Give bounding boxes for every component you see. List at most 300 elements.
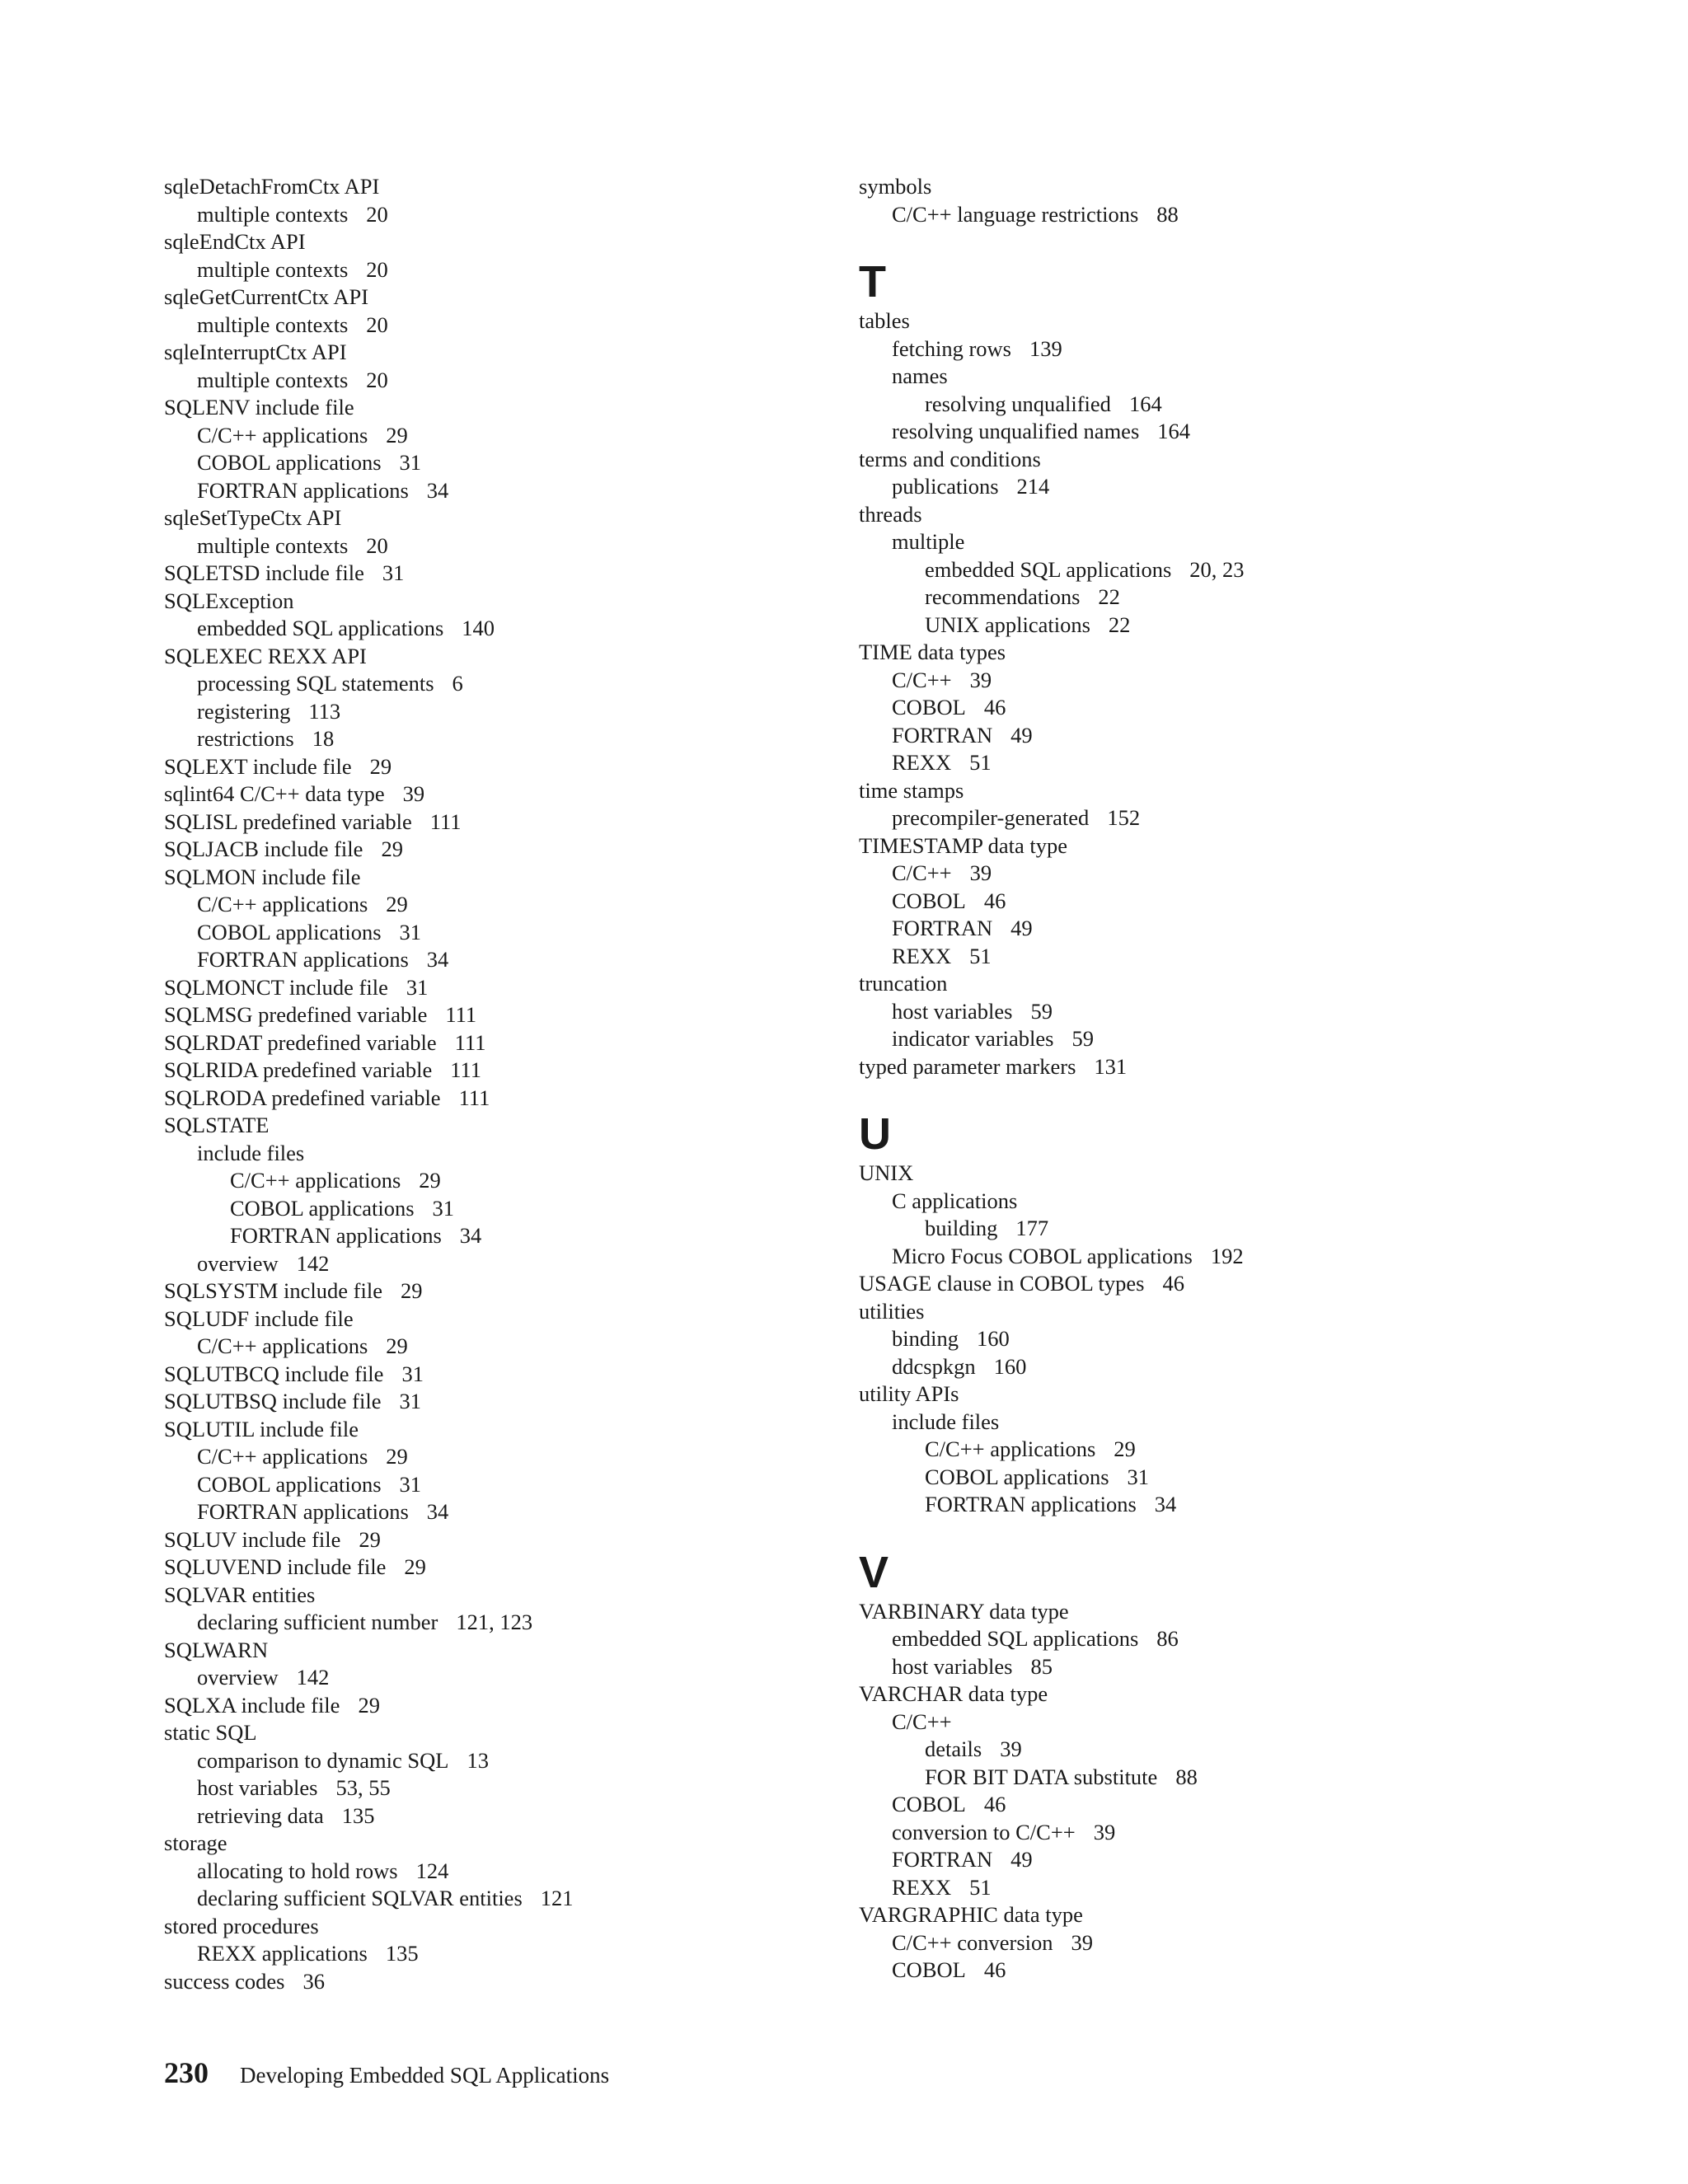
section-heading-u: U (859, 1109, 891, 1159)
index-entry (164, 1195, 823, 1223)
index-page-ref: 29 (381, 837, 403, 861)
index-page-ref: 164 (1157, 419, 1191, 443)
index-entry (164, 643, 823, 671)
index-term: host variables (892, 1653, 1013, 1679)
index-page-ref: 20 (366, 367, 388, 392)
index-page-ref: 160 (993, 1353, 1027, 1379)
index-page-ref: 88 (1156, 201, 1179, 227)
index-entry (164, 1637, 823, 1665)
index-term: C/C++ (892, 1708, 952, 1734)
index-term: precompiler-generated (892, 805, 1090, 830)
index-entry (164, 256, 823, 284)
index-term: embedded SQL applications (197, 616, 444, 640)
index-term: C/C++ conversion (892, 1929, 1053, 1955)
index-page-ref: 20, 23 (1189, 556, 1245, 582)
index-entry (859, 915, 1535, 943)
index-page-ref: 34 (1154, 1492, 1177, 1516)
index-entry (164, 891, 823, 919)
index-page-ref: 46 (983, 1957, 1006, 1982)
index-entry (859, 583, 1535, 612)
index-page-ref: 29 (369, 753, 392, 779)
index-entry (164, 946, 823, 974)
index-term: SQLETSD include file (164, 560, 364, 585)
index-term: FORTRAN applications (197, 1499, 409, 1524)
index-entry (164, 1554, 823, 1582)
index-entry (859, 1653, 1535, 1681)
index-page-ref: 29 (386, 422, 408, 448)
index-entry (859, 1408, 1535, 1436)
index-term: TIME data types (859, 640, 1006, 664)
section-heading-v: V (859, 1547, 889, 1597)
index-term: conversion to C/C++ (892, 1819, 1076, 1844)
index-entry (859, 201, 1535, 229)
index-term: FORTRAN (892, 916, 993, 940)
index-entry (164, 725, 823, 753)
index-entry (859, 1764, 1535, 1792)
index-page-ref: 36 (302, 1968, 325, 1994)
index-entry (859, 860, 1535, 888)
index-page-ref: 22 (1108, 612, 1131, 637)
index-term: symbols (859, 174, 932, 199)
index-term: multiple contexts (197, 532, 349, 558)
index-page-ref: 31 (399, 1389, 421, 1413)
index-page-ref: 31 (382, 560, 405, 585)
index-entry (859, 307, 1535, 335)
index-entry (164, 588, 823, 616)
index-entry (164, 1305, 823, 1333)
index-page-ref: 29 (358, 1692, 380, 1718)
index-term: overview (197, 1665, 279, 1690)
index-term: SQLUDF include file (164, 1305, 354, 1331)
index-term: resolving unqualified names (892, 419, 1140, 443)
index-entry (164, 1664, 823, 1692)
index-term: C/C++ applications (925, 1436, 1096, 1461)
index-term: success codes (164, 1968, 285, 1994)
index-page-ref: 6 (452, 671, 463, 696)
index-term: SQLWARN (164, 1637, 269, 1662)
index-entry (164, 173, 823, 201)
index-term: static SQL (164, 1720, 257, 1745)
index-page-ref: 34 (426, 947, 449, 972)
index-entry (164, 1388, 823, 1416)
index-term: multiple (892, 529, 965, 554)
index-entry (164, 1443, 823, 1471)
index-term: C/C++ (892, 667, 952, 692)
index-term: SQLXA include file (164, 1692, 340, 1718)
index-term: binding (892, 1326, 959, 1351)
index-page-ref: 135 (341, 1802, 375, 1828)
index-entry (859, 612, 1535, 640)
index-entry (164, 339, 823, 367)
index-term: UNIX (859, 1160, 914, 1185)
index-entry (164, 1747, 823, 1775)
index-term: REXX applications (197, 1941, 368, 1966)
index-page-ref: 29 (1114, 1436, 1136, 1461)
index-page-ref: 20 (366, 312, 388, 337)
index-term: declaring sufficient SQLVAR entities (197, 1886, 523, 1910)
index-page-ref: 22 (1098, 584, 1120, 609)
index-term: overview (197, 1250, 279, 1276)
index-entry (164, 1940, 823, 1968)
index-term: sqleSetTypeCtx API (164, 505, 342, 530)
index-entry (859, 1491, 1535, 1519)
index-entry (859, 1625, 1535, 1653)
index-term: SQLUVEND include file (164, 1554, 387, 1579)
index-term: SQLEXT include file (164, 753, 352, 779)
index-page-ref: 139 (1029, 335, 1062, 361)
index-entry (164, 1222, 823, 1250)
index-term: retrieving data (197, 1802, 324, 1828)
index-page-ref: 131 (1094, 1053, 1128, 1079)
index-entry (859, 1270, 1535, 1298)
index-term: SQLISL predefined variable (164, 808, 412, 834)
index-entry (859, 173, 1535, 201)
index-entry (164, 698, 823, 726)
index-page-ref: 111 (445, 1002, 477, 1027)
index-column-left (164, 173, 823, 1995)
index-entry (859, 1243, 1535, 1271)
index-entry (164, 1057, 823, 1085)
index-term: FOR BIT DATA substitute (925, 1764, 1158, 1789)
index-column-right (859, 173, 1535, 1985)
index-entry (164, 1167, 823, 1195)
index-page-ref: 192 (1210, 1243, 1244, 1268)
index-term: host variables (197, 1775, 318, 1800)
index-term: SQLException (164, 588, 294, 613)
index-page-ref: 142 (296, 1250, 330, 1276)
section-heading-t: T (859, 257, 886, 307)
index-term: C/C++ applications (197, 1444, 368, 1469)
index-page-ref: 124 (415, 1858, 449, 1883)
index-term: comparison to dynamic SQL (197, 1747, 449, 1773)
index-term: SQLUTBCQ include file (164, 1361, 384, 1386)
index-term: embedded SQL applications (892, 1626, 1139, 1651)
index-entry (164, 1140, 823, 1168)
index-page-ref: 113 (308, 698, 341, 724)
index-term: FORTRAN applications (230, 1223, 442, 1248)
index-page-ref: 31 (399, 1471, 422, 1497)
index-entry (164, 1526, 823, 1554)
index-page-ref: 31 (401, 1361, 424, 1386)
index-term: FORTRAN applications (197, 477, 409, 503)
index-entry (164, 808, 823, 837)
index-entry (859, 1436, 1535, 1464)
index-entry (859, 1791, 1535, 1819)
index-term: VARGRAPHIC data type (859, 1902, 1083, 1927)
index-page-ref: 49 (1010, 916, 1033, 940)
index-entry (164, 1471, 823, 1499)
index-term: FORTRAN applications (197, 947, 409, 972)
index-page-ref: 29 (359, 1526, 381, 1552)
index-page-ref: 31 (432, 1195, 455, 1221)
index-entry (859, 1188, 1535, 1216)
index-page-ref: 46 (983, 695, 1006, 719)
index-page-ref: 29 (401, 1278, 423, 1303)
index-page-ref: 29 (404, 1554, 426, 1579)
index-entry (164, 422, 823, 450)
index-page-ref: 39 (969, 667, 992, 692)
index-page-ref: 20 (366, 532, 388, 558)
index-term: recommendations (925, 584, 1081, 609)
index-entry (859, 473, 1535, 501)
index-entry (859, 804, 1535, 832)
index-entry (164, 1968, 823, 1996)
index-page-ref: 51 (969, 943, 992, 968)
index-term: multiple contexts (197, 256, 349, 282)
index-term: C/C++ applications (230, 1168, 401, 1193)
index-page-ref: 160 (976, 1326, 1010, 1351)
index-entry (859, 335, 1535, 363)
index-term: publications (892, 474, 999, 499)
index-term: host variables (892, 998, 1013, 1024)
index-page-ref: 142 (296, 1665, 330, 1690)
index-term: processing SQL statements (197, 671, 434, 696)
index-page-ref: 31 (406, 974, 429, 1000)
index-entry (164, 1885, 823, 1913)
index-term: SQLUV include file (164, 1526, 341, 1552)
index-page-ref: 111 (454, 1029, 486, 1055)
index-entry (859, 1215, 1535, 1243)
index-entry (859, 391, 1535, 419)
index-term: utilities (859, 1298, 925, 1324)
index-term: truncation (859, 971, 948, 996)
index-entry (164, 1250, 823, 1278)
index-entry (859, 418, 1535, 446)
index-term: C/C++ language restrictions (892, 201, 1139, 227)
index-page-ref: 34 (426, 477, 449, 503)
index-page-ref: 34 (459, 1223, 482, 1248)
index-term: FORTRAN applications (925, 1492, 1137, 1516)
index-entry (859, 1846, 1535, 1874)
index-entry (859, 1298, 1535, 1326)
index-entry (859, 1819, 1535, 1847)
index-page-ref: 111 (429, 808, 462, 834)
index-entry (164, 367, 823, 395)
index-term: restrictions (197, 726, 294, 751)
index-page-ref: 13 (467, 1747, 489, 1773)
index-entry (859, 556, 1535, 584)
index-term: COBOL applications (197, 450, 382, 475)
index-page-ref: 29 (386, 1333, 408, 1358)
page-number: 230 (164, 2056, 209, 2089)
index-term: SQLVAR entities (164, 1582, 316, 1607)
index-entry (164, 1416, 823, 1444)
index-entry (164, 974, 823, 1002)
index-term: C/C++ applications (197, 892, 368, 916)
index-entry (859, 363, 1535, 391)
index-page-ref: 46 (983, 1792, 1006, 1816)
index-page-ref: 34 (426, 1499, 449, 1524)
index-term: SQLMSG predefined variable (164, 1002, 428, 1027)
index-entry (859, 639, 1535, 667)
index-term: SQLEXEC REXX API (164, 643, 367, 668)
index-entry (164, 836, 823, 864)
index-page-ref: 39 (969, 860, 992, 885)
index-term: COBOL applications (925, 1464, 1109, 1489)
index-term: multiple contexts (197, 312, 349, 337)
index-entry (164, 1802, 823, 1830)
index-entry (859, 1874, 1535, 1902)
index-term: SQLRODA predefined variable (164, 1085, 441, 1110)
index-term: C/C++ applications (197, 422, 368, 448)
index-entry (164, 532, 823, 560)
index-entry (859, 1053, 1535, 1081)
index-entry (164, 560, 823, 588)
index-term: C applications (892, 1188, 1018, 1213)
index-term: sqleGetCurrentCtx API (164, 284, 369, 309)
index-entry (164, 477, 823, 505)
index-term: sqleEndCtx API (164, 229, 306, 254)
index-page-ref: 39 (1093, 1819, 1116, 1844)
index-entry (164, 1774, 823, 1802)
index-entry (164, 201, 823, 229)
index-term: ddcspkgn (892, 1353, 976, 1379)
index-term: REXX (892, 750, 952, 775)
index-term: time stamps (859, 777, 964, 803)
index-entry (164, 1001, 823, 1029)
index-page-ref: 20 (366, 201, 388, 227)
index-entry (859, 1957, 1535, 1985)
index-term: USAGE clause in COBOL types (859, 1271, 1145, 1296)
index-entry (164, 228, 823, 256)
index-page-ref: 18 (312, 726, 335, 751)
index-entry (164, 1361, 823, 1389)
index-term: SQLMON include file (164, 864, 361, 889)
index-term: multiple contexts (197, 201, 349, 227)
index-page-ref: 59 (1071, 1026, 1094, 1051)
index-entry (859, 1736, 1535, 1764)
index-entry (164, 1112, 823, 1140)
index-page-ref: 20 (366, 256, 388, 282)
index-term: REXX (892, 943, 952, 968)
index-term: VARBINARY data type (859, 1598, 1069, 1624)
index-entry (859, 1325, 1535, 1353)
index-entry (164, 864, 823, 892)
index-entry (859, 888, 1535, 916)
index-term: SQLJACB include file (164, 837, 363, 861)
index-term: sqlint64 C/C++ data type (164, 781, 385, 806)
index-entry (164, 1029, 823, 1057)
index-term: COBOL (892, 1957, 966, 1982)
index-term: SQLRIDA predefined variable (164, 1057, 433, 1082)
index-entry (164, 1858, 823, 1886)
index-page-ref: 39 (1071, 1929, 1094, 1955)
index-term: SQLRDAT predefined variable (164, 1029, 437, 1055)
index-page-ref: 85 (1030, 1653, 1053, 1679)
index-page-ref: 177 (1015, 1216, 1049, 1240)
index-entry (164, 1692, 823, 1720)
index-term: FORTRAN (892, 722, 993, 748)
index-term: fetching rows (892, 335, 1011, 361)
index-entry (859, 694, 1535, 722)
index-term: sqleInterruptCtx API (164, 340, 347, 364)
index-page-ref: 86 (1156, 1626, 1179, 1651)
index-entry (859, 970, 1535, 998)
index-page-ref: 59 (1030, 998, 1053, 1024)
index-term: SQLSYSTM include file (164, 1278, 382, 1303)
index-entry (164, 780, 823, 808)
index-entry (164, 1333, 823, 1361)
index-page-ref: 140 (462, 616, 495, 640)
index-page-ref: 152 (1107, 805, 1141, 830)
index-entry (859, 667, 1535, 695)
index-term: stored procedures (164, 1913, 319, 1938)
index-page-ref: 121 (540, 1886, 574, 1910)
index-entry (859, 446, 1535, 474)
index-term: FORTRAN (892, 1847, 993, 1872)
index-entry (164, 753, 823, 781)
index-term: names (892, 363, 948, 388)
index-page-ref: 29 (419, 1168, 441, 1193)
index-term: TIMESTAMP data type (859, 832, 1068, 858)
index-term: threads (859, 501, 922, 527)
index-entry (164, 1609, 823, 1637)
book-title: Developing Embedded SQL Applications (240, 2063, 610, 2088)
index-entry (164, 615, 823, 643)
index-page-ref: 88 (1175, 1764, 1198, 1789)
index-entry (164, 504, 823, 532)
index-entry (164, 1830, 823, 1858)
index-term: Micro Focus COBOL applications (892, 1243, 1193, 1268)
index-entry (164, 1582, 823, 1610)
index-entry (859, 1025, 1535, 1053)
index-page-ref: 49 (1010, 722, 1033, 748)
index-page-ref: 214 (1016, 474, 1050, 499)
index-term: indicator variables (892, 1026, 1054, 1051)
index-term: C/C++ (892, 860, 952, 885)
index-entry (859, 1598, 1535, 1626)
index-page-ref: 29 (386, 892, 408, 916)
index-page-ref: 111 (450, 1057, 482, 1082)
index-term: UNIX applications (925, 612, 1090, 637)
index-page-ref: 29 (386, 1444, 408, 1469)
index-entry (859, 528, 1535, 556)
index-entry (859, 722, 1535, 750)
index-page-ref: 51 (969, 1874, 992, 1900)
index-term: resolving unqualified (925, 391, 1111, 416)
index-term: building (925, 1216, 998, 1240)
index-term: include files (197, 1140, 305, 1165)
index-entry (859, 1464, 1535, 1492)
index-page-ref: 164 (1128, 391, 1162, 416)
index-entry (859, 998, 1535, 1026)
index-term: storage (164, 1830, 227, 1855)
index-entry (859, 1708, 1535, 1736)
index-term: REXX (892, 1874, 952, 1900)
index-page-ref: 31 (1127, 1464, 1150, 1489)
index-page-ref: 39 (1000, 1736, 1022, 1761)
index-term: SQLSTATE (164, 1113, 270, 1137)
index-term: registering (197, 698, 291, 724)
index-page-ref: 111 (458, 1085, 490, 1110)
index-page-ref: 53, 55 (335, 1775, 391, 1800)
index-page-ref: 39 (402, 781, 425, 806)
index-term: allocating to hold rows (197, 1858, 398, 1883)
index-entry (164, 670, 823, 698)
index-entry (859, 749, 1535, 777)
index-term: tables (859, 308, 910, 333)
index-entry (164, 1498, 823, 1526)
index-page-ref: 31 (399, 450, 422, 475)
index-entry (859, 777, 1535, 805)
index-term: COBOL applications (197, 1471, 382, 1497)
page-footer (164, 2055, 609, 2090)
index-term: declaring sufficient number (197, 1610, 438, 1634)
index-term: utility APIs (859, 1381, 959, 1406)
index-entry (859, 1929, 1535, 1957)
index-page-ref: 46 (1162, 1271, 1184, 1296)
index-term: C/C++ applications (197, 1333, 368, 1358)
